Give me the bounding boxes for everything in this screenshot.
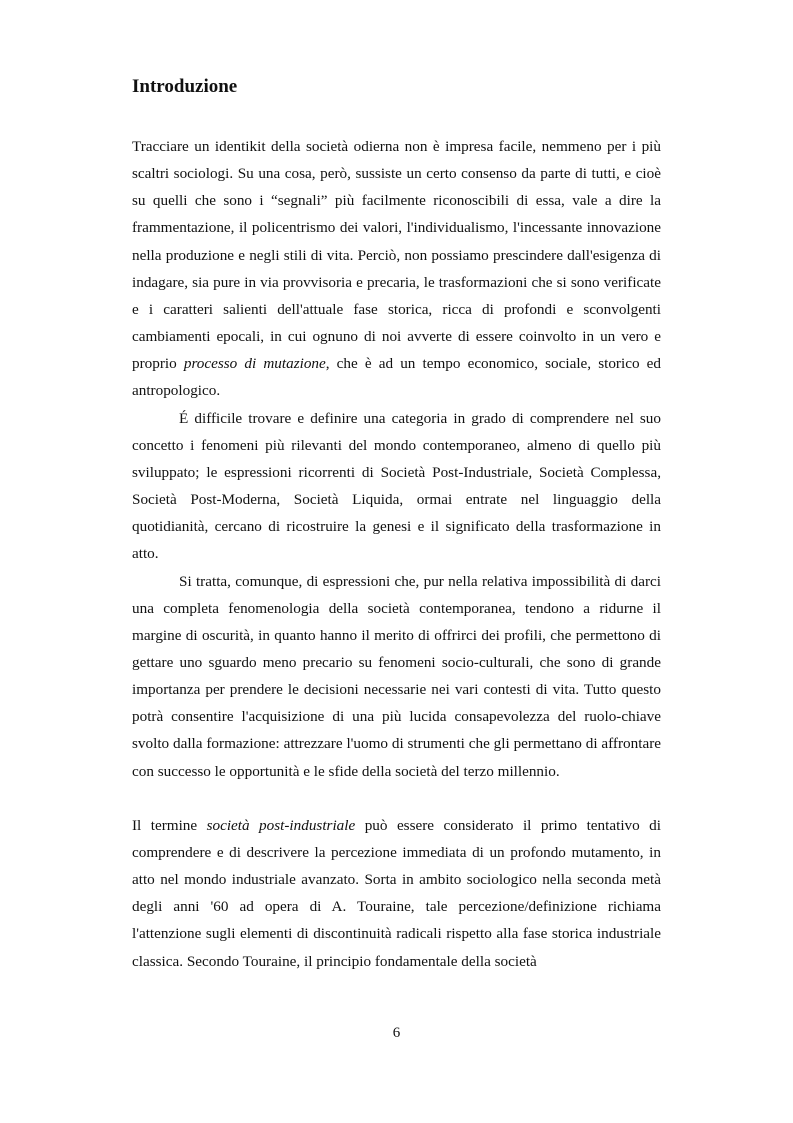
paragraph-1-italic: processo di mutazione: [183, 355, 326, 373]
paragraph-3: Si tratta, comunque, di espressioni che, pur nella relativa impossibilità di darci una completa fenomenologia della società contemporanea, tendono a ridurne il margine di oscurità, in quanto hanno il merito di offrirci dei profili, che permettono di gettare uno sguardo meno precario su fenomeni socio-culturali, che sono di grande importanza per prendere le decisioni necessarie nei vari contesti di vita. Tutto questo potrà consentire l'acquisizione di una più lucida consapevolezza del ruolo-chiave svolto dalla formazione: attrezzare l'uomo di strumenti che gli permettano di affrontare con successo le opportunità e le sfide della società del terzo millennio.: [132, 572, 661, 780]
paragraph-1-text-b: , che è ad un tempo economico, sociale, storico ed antropologico.: [132, 355, 661, 400]
page-number: 6: [392, 1025, 401, 1041]
paragraph-2: É difficile trovare e definire una categoria in grado di comprendere nel suo concetto i fenomeni più rilevanti del mondo contemporaneo, almeno di quello più sviluppato; le espressioni ricorrenti di Società Post-Industriale, Società Complessa, Società Post-Moderna, Società Liquida, ormai entrate nel linguaggio della quotidianità, cercano di ricostruire la genesi e il significato della trasformazione in atto.: [132, 409, 661, 563]
paragraph-1-text-a: Tracciare un identikit della società odierna non è impresa facile, nemmeno per i più scaltri sociologi. Su una cosa, però, sussiste un certo consenso da parte di tutti, e cioè su quelli che sono i “segnali” più facilmente riconoscibili di essa, vale a dire la frammentazione, il policentrismo dei valori, l'individualismo, l'incessante innovazione nella produzione e negli stili di vita. Perciò, non possiamo prescindere dall'esigenza di indagare, sia pure in via provvisoria e precaria, le trasformazioni che si sono verificate e i caratteri salienti dell'attuale fase storica, ricca di profondi e sconvolgenti cambiamenti epocali, in cui ognuno di noi avverte di essere coinvolto in un vero e proprio: [132, 138, 661, 373]
paragraph-4-text-a: Il termine: [132, 816, 207, 834]
paragraph-1: [132, 133, 661, 405]
paragraph-4-italic: società post-industriale: [206, 816, 356, 834]
paragraph-4-text-b: può essere considerato il primo tentativo di comprendere e di descrivere la percezione immediata di un profondo mutamento, in atto nel mondo industriale avanzato. Sorta in ambito sociologico nella seconda metà degli anni '60 ad opera di A. Touraine, tale percezione/definizione richiama l'attenzione sugli elementi di discontinuità radicali rispetto alla fase storica industriale classica. Secondo Touraine, il principio fondamentale della società: [132, 816, 661, 970]
section-title: Introduzione: [132, 76, 238, 97]
paragraph-4: [132, 812, 661, 975]
document-body: [132, 133, 661, 975]
